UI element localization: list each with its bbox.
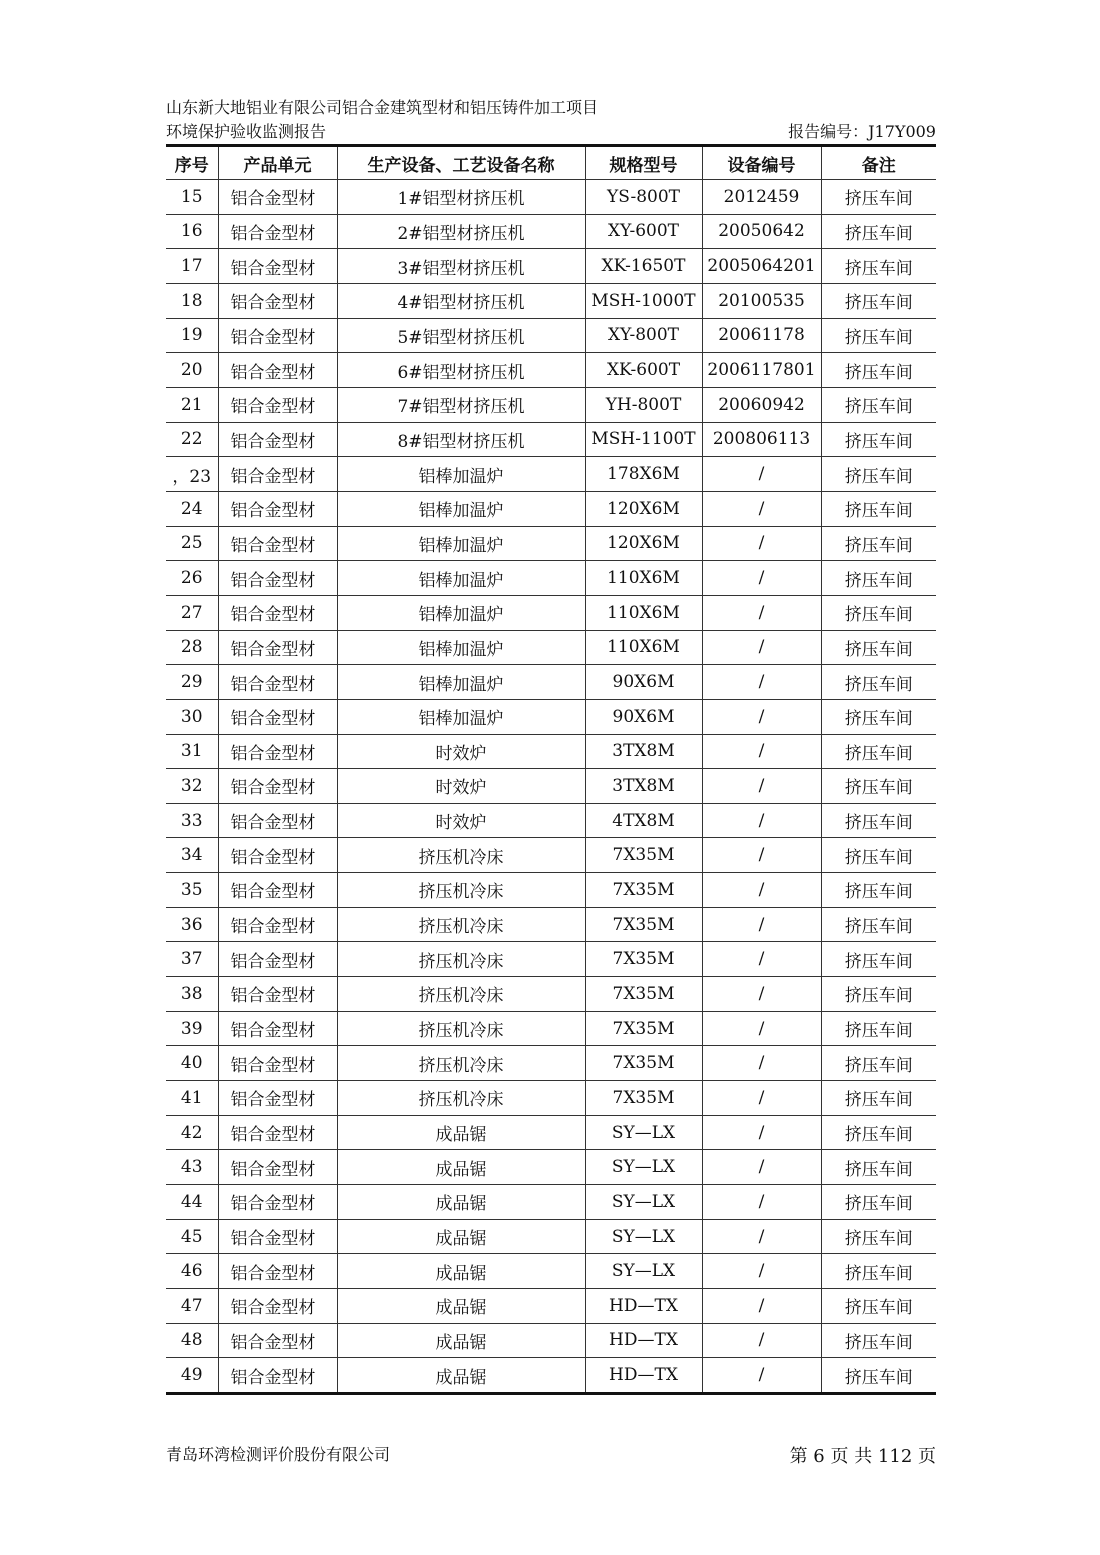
- cell-remark: 挤压车间: [821, 1358, 936, 1394]
- cell-unit: 铝合金型材: [218, 214, 337, 249]
- footer-company: 青岛环湾检测评价股份有限公司: [166, 1445, 391, 1464]
- col-header-equipment: 生产设备、工艺设备名称: [337, 147, 585, 180]
- col-header-device-no: 设备编号: [702, 147, 821, 180]
- cell-model: 7X35M: [585, 1046, 702, 1081]
- cell-remark: 挤压车间: [821, 734, 936, 769]
- table-row: [166, 942, 936, 977]
- table-row: [166, 283, 936, 318]
- cell-equipment: 5#铝型材挤压机: [337, 318, 585, 353]
- cell-unit: 铝合金型材: [218, 1358, 337, 1394]
- cell-index: 26: [166, 561, 218, 596]
- cell-unit: 铝合金型材: [218, 1115, 337, 1150]
- cell-equipment: 铝棒加温炉: [337, 665, 585, 700]
- table-row: [166, 803, 936, 838]
- cell-unit: 铝合金型材: [218, 1323, 337, 1358]
- cell-index: 16: [166, 214, 218, 249]
- cell-remark: 挤压车间: [821, 873, 936, 908]
- cell-device-no: 200806113: [702, 422, 821, 457]
- cell-equipment: 挤压机冷床: [337, 1081, 585, 1116]
- cell-index: 19: [166, 318, 218, 353]
- cell-unit: 铝合金型材: [218, 769, 337, 804]
- cell-remark: 挤压车间: [821, 491, 936, 526]
- table-row: [166, 1115, 936, 1150]
- cell-remark: 挤压车间: [821, 318, 936, 353]
- cell-index: 35: [166, 873, 218, 908]
- cell-device-no: /: [702, 665, 821, 700]
- cell-device-no: /: [702, 1185, 821, 1220]
- cell-remark: 挤压车间: [821, 769, 936, 804]
- cell-remark: 挤压车间: [821, 803, 936, 838]
- cell-device-no: /: [702, 803, 821, 838]
- cell-remark: 挤压车间: [821, 214, 936, 249]
- table-row: [166, 1358, 936, 1394]
- table-row: [166, 180, 936, 215]
- cell-index: 29: [166, 665, 218, 700]
- cell-device-no: /: [702, 561, 821, 596]
- cell-model: 90X6M: [585, 699, 702, 734]
- cell-remark: 挤压车间: [821, 180, 936, 215]
- cell-model: XK-600T: [585, 353, 702, 388]
- cell-index: 27: [166, 595, 218, 630]
- cell-unit: 铝合金型材: [218, 665, 337, 700]
- cell-model: 110X6M: [585, 595, 702, 630]
- cell-unit: 铝合金型材: [218, 353, 337, 388]
- cell-device-no: /: [702, 699, 821, 734]
- table-row: [166, 977, 936, 1012]
- cell-index: 17: [166, 249, 218, 284]
- cell-model: YH-800T: [585, 387, 702, 422]
- report-name: 环境保护验收监测报告: [166, 122, 327, 141]
- cell-unit: 铝合金型材: [218, 318, 337, 353]
- cell-remark: 挤压车间: [821, 1185, 936, 1220]
- cell-device-no: /: [702, 734, 821, 769]
- cell-unit: 铝合金型材: [218, 803, 337, 838]
- cell-equipment: 铝棒加温炉: [337, 457, 585, 492]
- cell-index: 41: [166, 1081, 218, 1116]
- cell-remark: 挤压车间: [821, 387, 936, 422]
- cell-model: 120X6M: [585, 491, 702, 526]
- cell-index: 38: [166, 977, 218, 1012]
- table-row: [166, 1254, 936, 1289]
- cell-equipment: 成品锯: [337, 1150, 585, 1185]
- cell-unit: 铝合金型材: [218, 907, 337, 942]
- table-row: [166, 1185, 936, 1220]
- cell-model: 7X35M: [585, 1081, 702, 1116]
- equipment-table: [166, 147, 936, 1395]
- table-row: [166, 873, 936, 908]
- cell-remark: 挤压车间: [821, 1150, 936, 1185]
- col-header-model: 规格型号: [585, 147, 702, 180]
- cell-index: 44: [166, 1185, 218, 1220]
- cell-index: 15: [166, 180, 218, 215]
- cell-remark: 挤压车间: [821, 457, 936, 492]
- cell-equipment: 挤压机冷床: [337, 977, 585, 1012]
- cell-device-no: /: [702, 942, 821, 977]
- cell-unit: 铝合金型材: [218, 699, 337, 734]
- cell-unit: 铝合金型材: [218, 838, 337, 873]
- cell-model: MSH-1100T: [585, 422, 702, 457]
- cell-device-no: /: [702, 1289, 821, 1324]
- cell-remark: 挤压车间: [821, 907, 936, 942]
- cell-device-no: /: [702, 491, 821, 526]
- cell-index: 40: [166, 1046, 218, 1081]
- table-row: [166, 1150, 936, 1185]
- cell-equipment: 挤压机冷床: [337, 1011, 585, 1046]
- cell-unit: 铝合金型材: [218, 180, 337, 215]
- cell-equipment: 8#铝型材挤压机: [337, 422, 585, 457]
- cell-equipment: 成品锯: [337, 1323, 585, 1358]
- cell-unit: 铝合金型材: [218, 457, 337, 492]
- cell-index: 21: [166, 387, 218, 422]
- cell-equipment: 3#铝型材挤压机: [337, 249, 585, 284]
- cell-device-no: /: [702, 838, 821, 873]
- table-header-row: [166, 147, 936, 180]
- cell-index: 42: [166, 1115, 218, 1150]
- table-row: [166, 630, 936, 665]
- cell-model: HD—TX: [585, 1289, 702, 1324]
- cell-unit: 铝合金型材: [218, 942, 337, 977]
- cell-model: 7X35M: [585, 1011, 702, 1046]
- cell-remark: 挤压车间: [821, 1115, 936, 1150]
- cell-index: 22: [166, 422, 218, 457]
- table-row: [166, 214, 936, 249]
- cell-equipment: 成品锯: [337, 1219, 585, 1254]
- cell-remark: 挤压车间: [821, 699, 936, 734]
- table-row: [166, 561, 936, 596]
- cell-remark: 挤压车间: [821, 942, 936, 977]
- cell-model: XK-1650T: [585, 249, 702, 284]
- cell-equipment: 7#铝型材挤压机: [337, 387, 585, 422]
- cell-model: 120X6M: [585, 526, 702, 561]
- cell-device-no: 2005064201: [702, 249, 821, 284]
- cell-unit: 铝合金型材: [218, 1011, 337, 1046]
- table-row: [166, 387, 936, 422]
- cell-model: XY-800T: [585, 318, 702, 353]
- cell-device-no: /: [702, 769, 821, 804]
- table-row: [166, 353, 936, 388]
- page-header: [166, 96, 936, 144]
- cell-model: 178X6M: [585, 457, 702, 492]
- cell-model: HD—TX: [585, 1358, 702, 1394]
- cell-index: 18: [166, 283, 218, 318]
- cell-model: 110X6M: [585, 561, 702, 596]
- cell-unit: 铝合金型材: [218, 283, 337, 318]
- cell-remark: 挤压车间: [821, 1254, 936, 1289]
- cell-model: 7X35M: [585, 907, 702, 942]
- cell-remark: 挤压车间: [821, 283, 936, 318]
- cell-remark: 挤压车间: [821, 838, 936, 873]
- cell-model: HD—TX: [585, 1323, 702, 1358]
- cell-remark: 挤压车间: [821, 1046, 936, 1081]
- table-row: [166, 422, 936, 457]
- cell-remark: 挤压车间: [821, 595, 936, 630]
- cell-index: 36: [166, 907, 218, 942]
- cell-device-no: /: [702, 1358, 821, 1394]
- cell-model: SY—LX: [585, 1254, 702, 1289]
- cell-remark: 挤压车间: [821, 353, 936, 388]
- table-row: [166, 734, 936, 769]
- report-number: 报告编号：J17Y009: [788, 122, 936, 141]
- cell-remark: 挤压车间: [821, 422, 936, 457]
- cell-unit: 铝合金型材: [218, 1185, 337, 1220]
- cell-device-no: /: [702, 1046, 821, 1081]
- cell-unit: 铝合金型材: [218, 630, 337, 665]
- table-row: [166, 318, 936, 353]
- cell-remark: 挤压车间: [821, 1323, 936, 1358]
- cell-device-no: /: [702, 1011, 821, 1046]
- cell-equipment: 铝棒加温炉: [337, 526, 585, 561]
- table-row: [166, 1289, 936, 1324]
- cell-device-no: 2012459: [702, 180, 821, 215]
- cell-model: SY—LX: [585, 1219, 702, 1254]
- cell-device-no: /: [702, 907, 821, 942]
- table-row: [166, 491, 936, 526]
- cell-device-no: /: [702, 1081, 821, 1116]
- table-row: [166, 1011, 936, 1046]
- cell-equipment: 铝棒加温炉: [337, 699, 585, 734]
- cell-index: 24: [166, 491, 218, 526]
- cell-unit: 铝合金型材: [218, 873, 337, 908]
- cell-equipment: 铝棒加温炉: [337, 630, 585, 665]
- cell-model: SY—LX: [585, 1150, 702, 1185]
- col-header-unit: 产品单元: [218, 147, 337, 180]
- table-row: [166, 1219, 936, 1254]
- cell-unit: 铝合金型材: [218, 734, 337, 769]
- table-row: [166, 769, 936, 804]
- cell-equipment: 时效炉: [337, 734, 585, 769]
- cell-index: 33: [166, 803, 218, 838]
- cell-model: 110X6M: [585, 630, 702, 665]
- cell-index: 48: [166, 1323, 218, 1358]
- cell-remark: 挤压车间: [821, 665, 936, 700]
- project-title: 山东新大地铝业有限公司铝合金建筑型材和铝压铸件加工项目: [166, 98, 599, 117]
- cell-remark: 挤压车间: [821, 561, 936, 596]
- cell-device-no: /: [702, 630, 821, 665]
- table-row: [166, 838, 936, 873]
- cell-unit: 铝合金型材: [218, 526, 337, 561]
- cell-unit: 铝合金型材: [218, 387, 337, 422]
- cell-model: 7X35M: [585, 942, 702, 977]
- cell-equipment: 2#铝型材挤压机: [337, 214, 585, 249]
- cell-unit: 铝合金型材: [218, 249, 337, 284]
- cell-device-no: 20100535: [702, 283, 821, 318]
- cell-model: 7X35M: [585, 977, 702, 1012]
- cell-device-no: /: [702, 1115, 821, 1150]
- table-row: [166, 1081, 936, 1116]
- cell-unit: 铝合金型材: [218, 1289, 337, 1324]
- cell-remark: 挤压车间: [821, 1219, 936, 1254]
- cell-remark: 挤压车间: [821, 1289, 936, 1324]
- cell-device-no: /: [702, 873, 821, 908]
- col-header-index: 序号: [166, 147, 218, 180]
- cell-equipment: 挤压机冷床: [337, 838, 585, 873]
- cell-model: 90X6M: [585, 665, 702, 700]
- cell-remark: 挤压车间: [821, 630, 936, 665]
- cell-equipment: 时效炉: [337, 769, 585, 804]
- cell-remark: 挤压车间: [821, 977, 936, 1012]
- cell-device-no: /: [702, 1254, 821, 1289]
- cell-index: 47: [166, 1289, 218, 1324]
- cell-device-no: /: [702, 526, 821, 561]
- cell-index: 20: [166, 353, 218, 388]
- cell-equipment: 挤压机冷床: [337, 1046, 585, 1081]
- cell-model: MSH-1000T: [585, 283, 702, 318]
- page-footer: [166, 1442, 936, 1468]
- cell-equipment: 挤压机冷床: [337, 942, 585, 977]
- table-row: [166, 1046, 936, 1081]
- cell-equipment: 成品锯: [337, 1115, 585, 1150]
- cell-equipment: 铝棒加温炉: [337, 595, 585, 630]
- cell-index: 31: [166, 734, 218, 769]
- cell-index: 45: [166, 1219, 218, 1254]
- table-row: [166, 665, 936, 700]
- cell-device-no: /: [702, 457, 821, 492]
- cell-remark: 挤压车间: [821, 526, 936, 561]
- cell-equipment: 成品锯: [337, 1185, 585, 1220]
- cell-unit: 铝合金型材: [218, 1081, 337, 1116]
- cell-model: SY—LX: [585, 1185, 702, 1220]
- cell-device-no: 2006117801: [702, 353, 821, 388]
- cell-index: 34: [166, 838, 218, 873]
- cell-index: ，23: [166, 457, 218, 492]
- cell-unit: 铝合金型材: [218, 977, 337, 1012]
- cell-remark: 挤压车间: [821, 1081, 936, 1116]
- cell-index: 25: [166, 526, 218, 561]
- cell-unit: 铝合金型材: [218, 561, 337, 596]
- cell-unit: 铝合金型材: [218, 1046, 337, 1081]
- cell-index: 30: [166, 699, 218, 734]
- cell-device-no: /: [702, 595, 821, 630]
- cell-unit: 铝合金型材: [218, 1254, 337, 1289]
- cell-equipment: 成品锯: [337, 1254, 585, 1289]
- cell-model: 7X35M: [585, 873, 702, 908]
- cell-equipment: 时效炉: [337, 803, 585, 838]
- cell-equipment: 挤压机冷床: [337, 873, 585, 908]
- table-body: [166, 180, 936, 1394]
- cell-remark: 挤压车间: [821, 1011, 936, 1046]
- cell-unit: 铝合金型材: [218, 595, 337, 630]
- table-row: [166, 249, 936, 284]
- cell-unit: 铝合金型材: [218, 1150, 337, 1185]
- cell-model: SY—LX: [585, 1115, 702, 1150]
- cell-equipment: 铝棒加温炉: [337, 491, 585, 526]
- cell-remark: 挤压车间: [821, 249, 936, 284]
- cell-device-no: 20061178: [702, 318, 821, 353]
- cell-model: 4TX8M: [585, 803, 702, 838]
- cell-equipment: 铝棒加温炉: [337, 561, 585, 596]
- cell-device-no: /: [702, 1323, 821, 1358]
- cell-device-no: 20050642: [702, 214, 821, 249]
- cell-equipment: 1#铝型材挤压机: [337, 180, 585, 215]
- col-header-remark: 备注: [821, 147, 936, 180]
- cell-device-no: 20060942: [702, 387, 821, 422]
- cell-device-no: /: [702, 1150, 821, 1185]
- cell-index: 32: [166, 769, 218, 804]
- cell-model: 3TX8M: [585, 769, 702, 804]
- cell-index: 39: [166, 1011, 218, 1046]
- cell-model: YS-800T: [585, 180, 702, 215]
- table-row: [166, 1323, 936, 1358]
- cell-equipment: 4#铝型材挤压机: [337, 283, 585, 318]
- cell-index: 49: [166, 1358, 218, 1394]
- cell-equipment: 挤压机冷床: [337, 907, 585, 942]
- cell-unit: 铝合金型材: [218, 1219, 337, 1254]
- table-row: [166, 907, 936, 942]
- cell-unit: 铝合金型材: [218, 422, 337, 457]
- cell-index: 46: [166, 1254, 218, 1289]
- table-row: [166, 595, 936, 630]
- table-row: [166, 457, 936, 492]
- cell-model: XY-600T: [585, 214, 702, 249]
- cell-device-no: /: [702, 977, 821, 1012]
- cell-index: 37: [166, 942, 218, 977]
- cell-index: 43: [166, 1150, 218, 1185]
- cell-equipment: 成品锯: [337, 1289, 585, 1324]
- cell-device-no: /: [702, 1219, 821, 1254]
- cell-index: 28: [166, 630, 218, 665]
- page-number: 第 6 页 共 112 页: [789, 1446, 936, 1467]
- cell-model: 7X35M: [585, 838, 702, 873]
- table-row: [166, 699, 936, 734]
- cell-model: 3TX8M: [585, 734, 702, 769]
- cell-unit: 铝合金型材: [218, 491, 337, 526]
- cell-equipment: 成品锯: [337, 1358, 585, 1394]
- table-row: [166, 526, 936, 561]
- cell-equipment: 6#铝型材挤压机: [337, 353, 585, 388]
